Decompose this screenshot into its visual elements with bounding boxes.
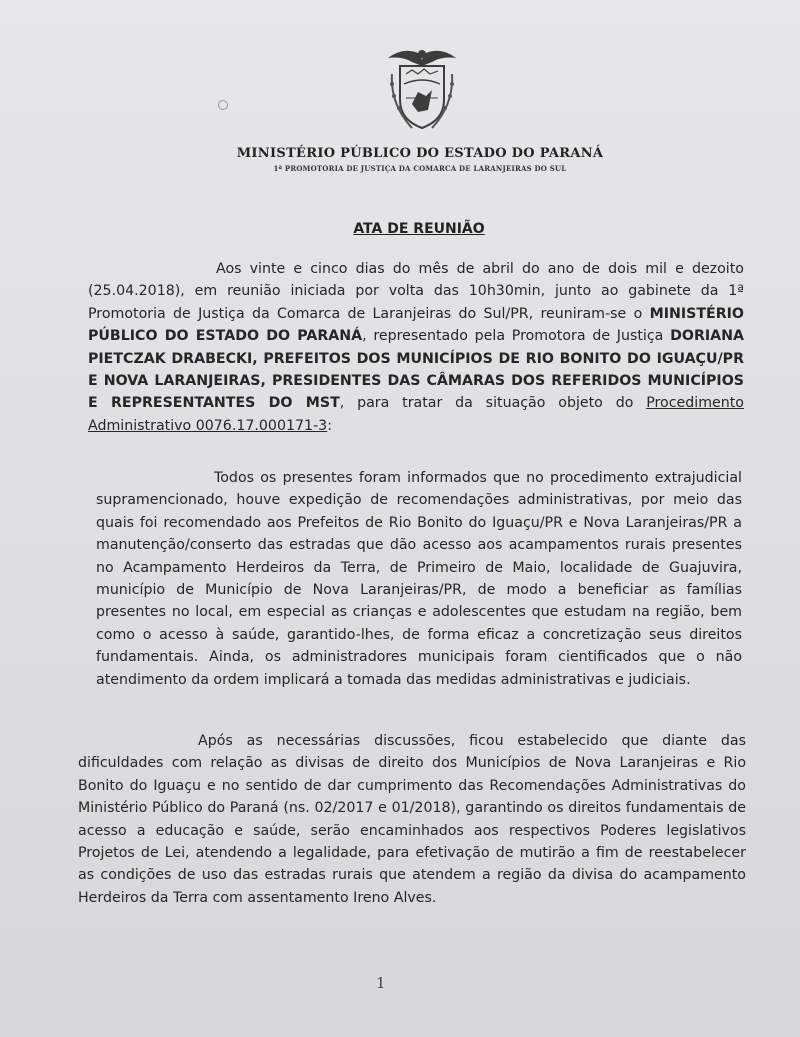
organization-subtitle: 1ª PROMOTORIA DE JUSTIÇA DA COMARCA DE LARANJEIRAS DO SUL bbox=[273, 164, 567, 173]
ink-smudge bbox=[218, 100, 228, 110]
procedure-reference: Procedimento Administrativo 0076.17.000171-3 bbox=[88, 395, 744, 434]
p1-text-3: , para tratar da situação objeto do bbox=[339, 395, 647, 412]
parana-coat-of-arms-icon bbox=[382, 44, 462, 134]
p1-text-4: : bbox=[327, 417, 332, 434]
paragraph-decision bbox=[78, 730, 746, 909]
p1-bold-2: DORIANA PIETCZAK DRABECKI, PREFEITOS DOS MUNICÍPIOS DE RIO BONITO DO IGUAÇU/PR E NOVA LARANJEIRAS, PRESIDENTES DAS CÂMARAS DOS REFERIDOS MUNICÍPIOS E REPRESENTANTES DO MST bbox=[88, 328, 745, 412]
organization-name: MINISTÉRIO PÚBLICO DO ESTADO DO PARANÁ bbox=[236, 146, 604, 161]
paragraph-recommendations bbox=[96, 467, 742, 691]
p1-text-2: , representado pela Promotora de Justiça bbox=[362, 328, 671, 345]
p2-text: Todos os presentes foram informados que no procedimento extrajudicial supramencionado, houve expedição de recomendações administrativas, por meio das quais foi recomendado aos Prefeitos de Rio Bonito do Iguaçu/PR e Nova Laranjeiras/PR a manutenção/conserto das estradas que dão acesso aos acampamentos rurais presentes no Acampamento Herdeiros da Terra, de Primeiro de Maio, localidade de Guajuvira, município de Município de Nova Laranjeiras/PR, de modo a beneficiar as famílias presentes no local, em especial as crianças e adolescentes que estudam na região, bem como o acesso à saúde, garantido-lhes, de forma eficaz a concretização seus direitos fundamentais. Ainda, os administradores municipais foram cientificados que o não atendimento da ordem implicará a tomada das medidas administrativas e judiciais. bbox=[96, 470, 742, 688]
p3-text: Após as necessárias discussões, ficou estabelecido que diante das dificuldades com relação as divisas de direito dos Municípios de Nova Laranjeiras e Rio Bonito do Iguaçu e no sentido de dar cumprimento das Recomendações Administrativas do Ministério Público do Paraná (ns. 02/2017 e 01/2018), garantindo os direitos fundamentais de acesso a educação e saúde, serão encaminhados aos respectivos Poderes legislativos Projetos de Lei, atendendo a legalidade, para efetivação de mutirão a fim de reestabelecer as condições de uso das estradas rurais que atendem a região da divisa do acampamento Herdeiros da Terra com assentamento Ireno Alves. bbox=[78, 733, 746, 906]
page-number: 1 bbox=[376, 974, 386, 992]
p1-text-1: Aos vinte e cinco dias do mês de abril do ano de dois mil e dezoito (25.04.2018), em reunião iniciada por volta das 10h30min, junto ao gabinete da 1ª Promotoria de Justiça da Comarca de Laranjeiras do Sul/PR, reuniram-se o bbox=[88, 261, 744, 322]
document-title: ATA DE REUNIÃO bbox=[353, 221, 485, 237]
p1-bold-1: MINISTÉRIO PÚBLICO DO ESTADO DO PARANÁ bbox=[88, 305, 744, 345]
paragraph-opening bbox=[88, 258, 744, 437]
